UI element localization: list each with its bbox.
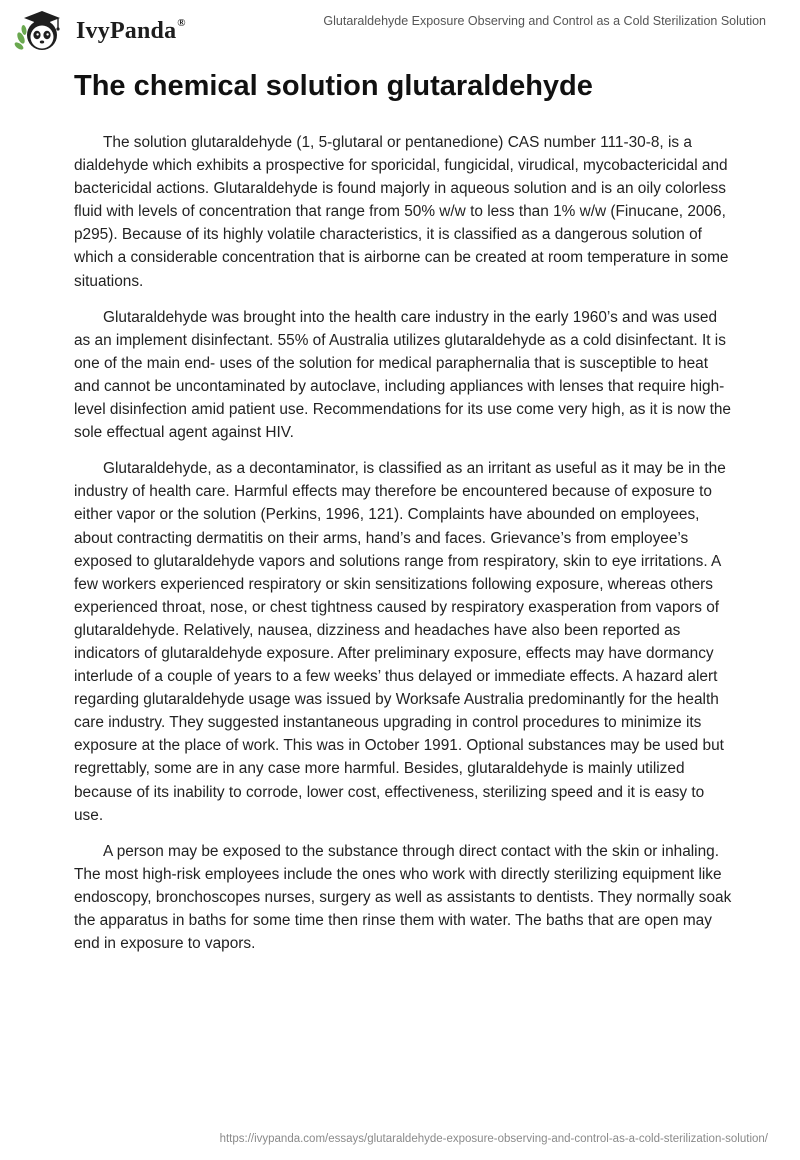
document-title: Glutaraldehyde Exposure Observing and Control as a Cold Sterilization Solution — [323, 14, 766, 28]
logo-wordmark: IvyPanda® — [76, 17, 186, 44]
panda-graduate-icon — [14, 8, 68, 54]
page-title: The chemical solution glutaraldehyde — [74, 70, 593, 102]
page-header — [0, 0, 800, 60]
source-url-link[interactable]: https://ivypanda.com/essays/glutaraldehyde-exposure-observing-and-control-as-a-cold-sterilization-solution/ — [219, 1133, 768, 1145]
ivypanda-logo[interactable] — [14, 8, 186, 54]
article-body — [74, 131, 734, 968]
paragraph: Glutaraldehyde was brought into the health care industry in the early 1960’s and was used as an implement disinfectant. 55% of Australia utilizes glutaraldehyde as a cold disinfectant. It is one of the main end- uses of the solution for medical paraphernalia that is susceptible to heat and cannot be uncontaminated by autoclave, including appliances with lenses that require high-level disinfection amid patient use. Recommendations for its use come very high, as it is now the sole effectual agent against HIV. — [74, 308, 731, 442]
paragraph: Glutaraldehyde, as a decontaminator, is classified as an irritant as useful as it may be in the industry of health care. Harmful effects may therefore be encountered because of exposure to either vapor or the solution (Perkins, 1996, 121). Complaints have abounded on employees, about contracting dermatitis on their arms, hand’s and faces. Grievance’s from employee’s exposed to glutaraldehyde vapors and solutions range from respiratory, skin to eye irritations. A few workers experienced respiratory or skin sensitizations following exposure, whereas others experienced throat, nose, or chest tightness caused by respiratory exasperation from vapors of glutaraldehyde. Relatively, nausea, dizziness and headaches have also been reported as indicators of glutaraldehyde exposure. After preliminary exposure, effects may have dormancy interlude of a couple of years to a few weeks’ thus delayed or immediate effects. A hazard alert regarding glutaraldehyde usage was issued by Worksafe Australia predominantly for the health care industry. They suggested instantaneous upgrading in control procedures to minimize its exposure at the place of work. This was in October 1991. Optional substances may be used but regrettably, some are in any case more harmful. Besides, glutaraldehyde is mainly utilized because of its inability to corrode, lower cost, effectiveness, sterilizing speed and it is easy to use. — [74, 460, 726, 824]
paragraph: A person may be exposed to the substance through direct contact with the skin or inhaling. The most high-risk employees include the ones who work with directly sterilizing equipment like endoscopy, bronchoscopes nurses, surgery as well as assistants to dentists. They normally soak the apparatus in baths for some time then rinse them with water. The baths that are open may end in exposure to vapors. — [74, 842, 732, 953]
paragraph: The solution glutaraldehyde (1, 5-glutaral or pentanedione) CAS number 111-30-8, is a dialdehyde which exhibits a prospective for sporicidal, fungicidal, virudical, mycobactericidal and bactericidal actions. Glutaraldehyde is found majorly in aqueous solution and is an oily colorless fluid with levels of concentration that range from 50% w/w to less than 1% w/w (Finucane, 2006, p295). Because of its highly volatile characteristics, it is classified as a dangerous solution of which a considerable concentration that is airborne can be created at room temperature in some situations. — [74, 134, 729, 290]
